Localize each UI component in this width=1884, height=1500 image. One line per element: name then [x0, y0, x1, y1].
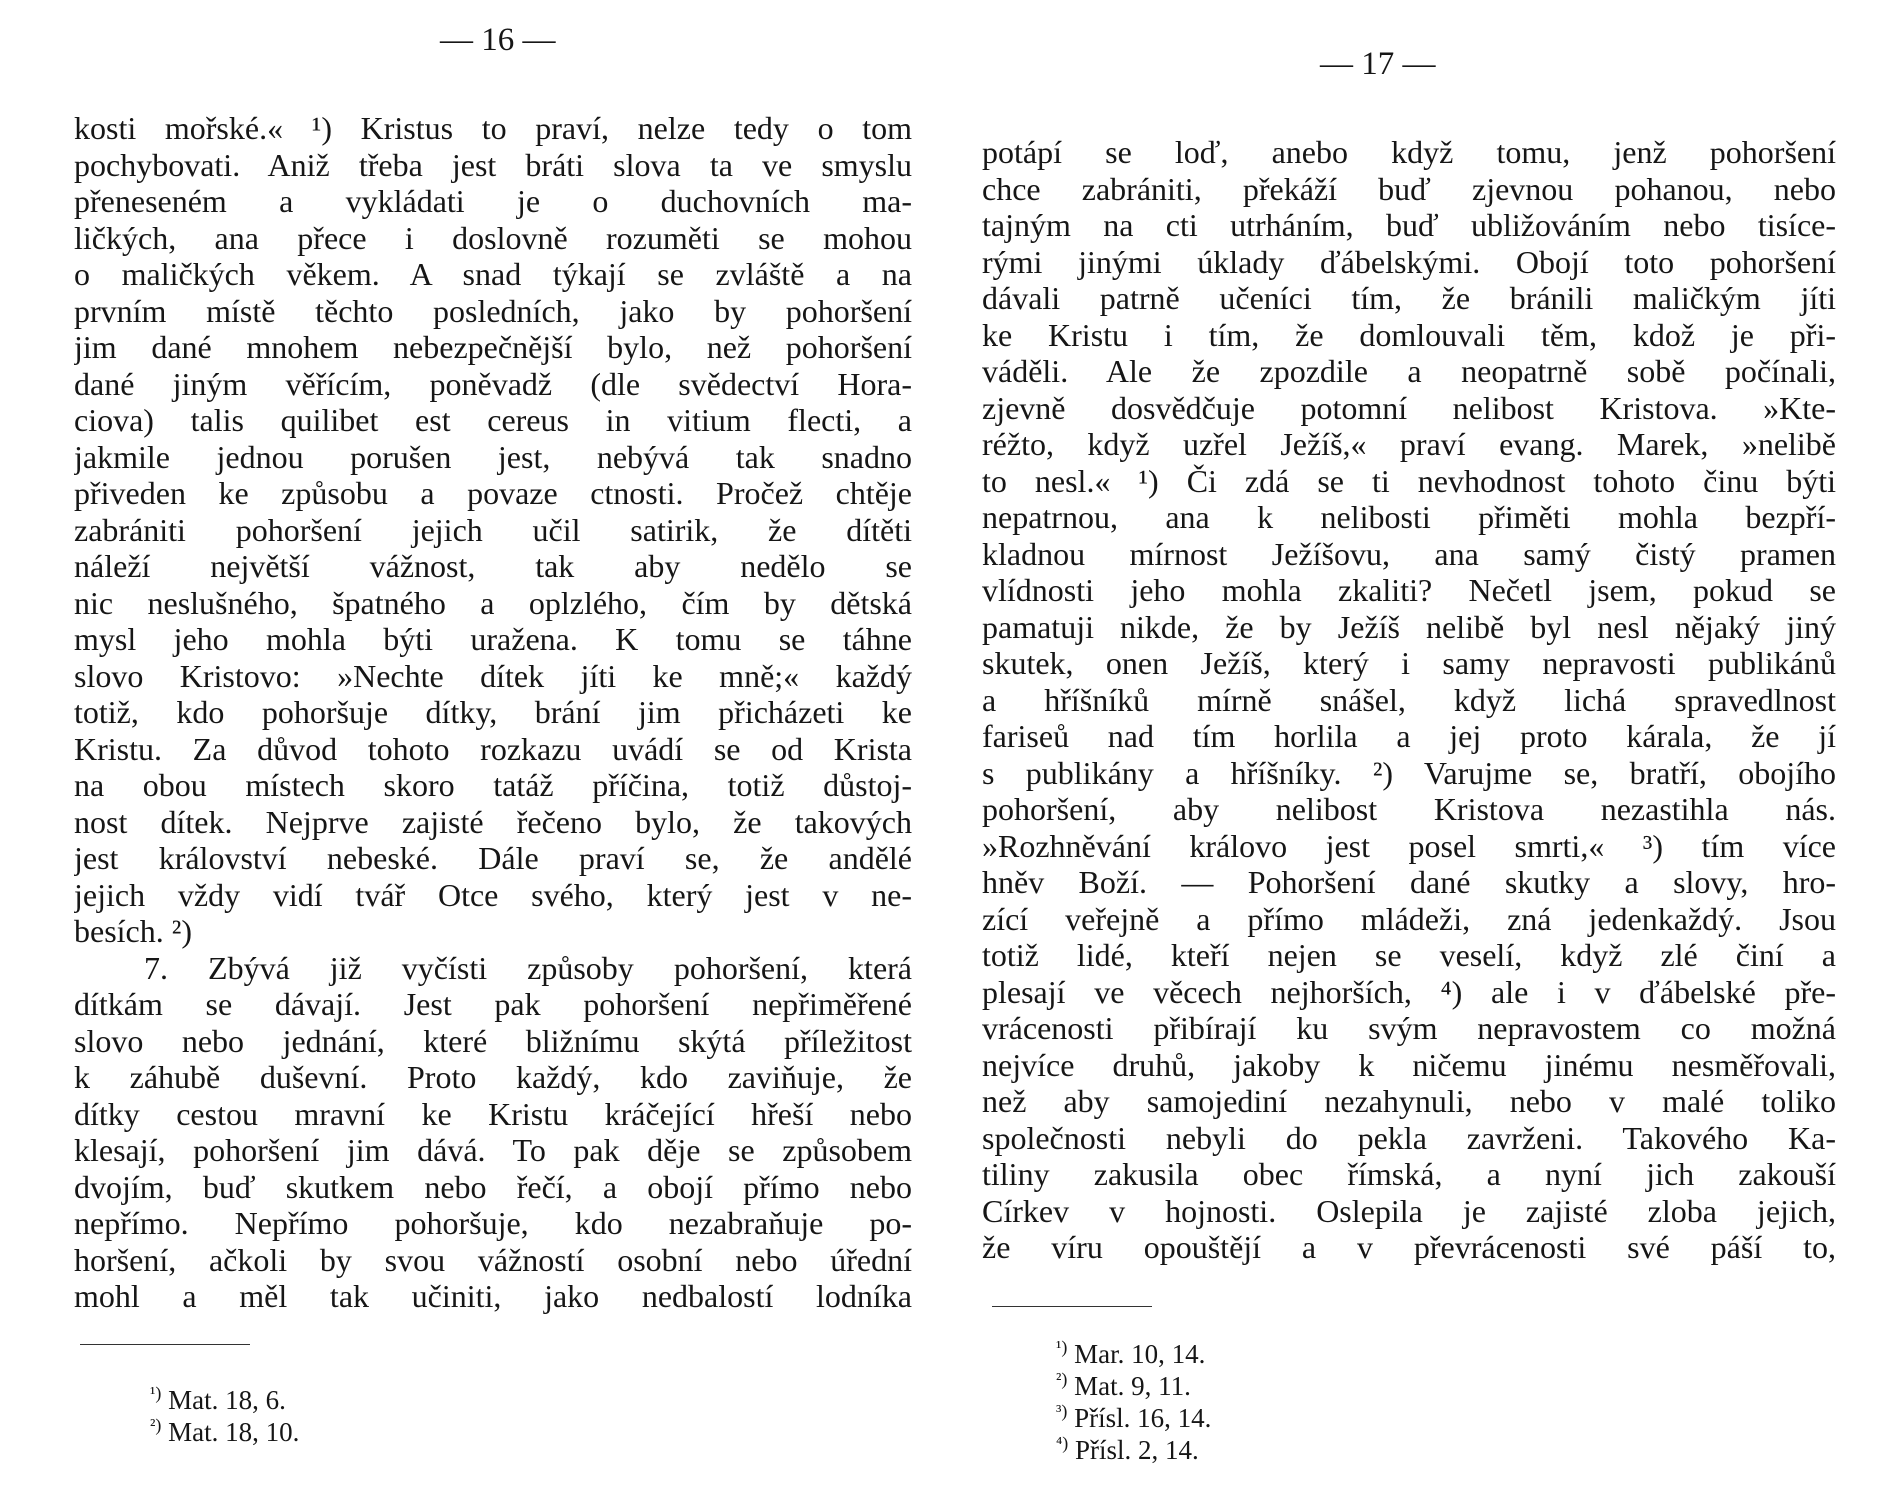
footnote: [1056, 1338, 1211, 1370]
right-page: [942, 0, 1884, 1500]
footnote-mark: ⁴): [1056, 1433, 1069, 1453]
footnote-text: Mat. 18, 10.: [168, 1417, 300, 1447]
footnotes: [150, 1384, 299, 1448]
text-line: jejich vždy vidí tvář Otce svého, který jest v ne-: [74, 876, 912, 913]
text-line: přeneseném a vykládati je o duchovních ma-: [74, 183, 912, 219]
text-line: kosti mořské.« ¹) Kristus to praví, nelze tedy o tom: [74, 110, 912, 146]
text-line: ke Kristu i tím, že domlouvali těm, kdož je při-: [982, 316, 1836, 353]
text-line: společnosti nebyli do pekla zavrženi. Takového Ka-: [982, 1119, 1836, 1156]
text-line: přiveden ke způsobu a povaze ctnosti. Pročež chtěje: [74, 475, 912, 511]
footnote: [1056, 1402, 1211, 1434]
text-line: slovo Kristovo: »Nechte dítek jíti ke mně;« každý: [74, 657, 912, 694]
text-line: jakmile jednou porušen jest, nebývá tak snadno: [74, 438, 912, 475]
text-line: potápí se loď, anebo když tomu, jenž pohoršení: [982, 134, 1836, 170]
footnote-text: Přísl. 16, 14.: [1074, 1403, 1212, 1433]
text-line: nost dítek. Nejprve zajisté řečeno bylo, že takových: [74, 803, 912, 840]
text-line: dávali patrně učeníci tím, že bránili maličkým jíti: [982, 280, 1836, 316]
text-line: kladnou mírnost Ježíšovu, ana samý čistý pramen: [982, 535, 1836, 572]
text-line: »Rozhněvání královo jest posel smrti,« ³) tím více: [982, 827, 1836, 864]
footnotes: [1056, 1338, 1211, 1466]
footnote-mark: ³): [1056, 1401, 1068, 1421]
text-line: skutek, onen Ježíš, který i samy nepravosti publikánů: [982, 645, 1836, 681]
text-line: totiž lidé, kteří nejen se veselí, když zlé činí a: [982, 937, 1836, 973]
footnote: [150, 1384, 299, 1416]
text-line: než aby samojediní nezahynuli, nebo v malé toliko: [982, 1083, 1836, 1119]
text-line: k záhubě duševní. Proto každý, kdo zaviňuje, že: [74, 1059, 912, 1095]
text-line: horšení, ačkoli by svou vážností osobní nebo úřední: [74, 1241, 912, 1278]
text-line: fariseů nad tím horlila a jej proto kárala, že jí: [982, 718, 1836, 754]
page-number: — 16 —: [440, 22, 556, 58]
footnote-text: Mar. 10, 14.: [1074, 1339, 1206, 1369]
text-line: slovo nebo jednání, které bližnímu skýtá příležitost: [74, 1022, 912, 1059]
page-number: — 17 —: [1320, 46, 1436, 82]
text-line: dítky cestou mravní ke Kristu kráčející hřeší nebo: [74, 1095, 912, 1132]
text-line: tiliny zakusila obec římská, a nyní jich zakouší: [982, 1156, 1836, 1192]
text-line: nejvíce druhů, jakoby k ničemu jinému nesměřovali,: [982, 1046, 1836, 1083]
footnote: [1056, 1434, 1211, 1466]
body-text: [74, 110, 912, 1315]
text-line: pohoršení, aby nelibost Kristova nezastihla nás.: [982, 791, 1836, 827]
text-line: totiž, kdo pohoršuje dítky, brání jim přicházeti ke: [74, 694, 912, 730]
text-line: mysl jeho mohla býti uražena. K tomu se táhne: [74, 621, 912, 657]
text-line: pamatuji nikde, že by Ježíš nelibě byl nesl nějaký jiný: [982, 608, 1836, 645]
text-line: hněv Boží. — Pohoršení dané skutky a slovy, hro-: [982, 864, 1836, 900]
text-line: rými jinými úklady ďábelskými. Obojí toto pohoršení: [982, 243, 1836, 280]
text-line: vlídnosti jeho mohla zkaliti? Nečetl jsem, pokud se: [982, 572, 1836, 608]
text-line: zící veřejně a přímo mládeži, zná jedenkaždý. Jsou: [982, 900, 1836, 937]
text-line: zjevně dosvědčuje potomní nelibost Kristova. »Kte-: [982, 389, 1836, 426]
footnote: [1056, 1370, 1211, 1402]
footnote-mark: ²): [150, 1415, 162, 1435]
text-line: jest království nebeské. Dále praví se, že andělé: [74, 840, 912, 876]
text-line: dvojím, buď skutkem nebo řečí, a obojí přímo nebo: [74, 1168, 912, 1205]
text-line: Kristu. Za důvod tohoto rozkazu uvádí se od Krista: [74, 730, 912, 767]
text-line: mohl a měl tak učiniti, jako nedbalostí lodníka: [74, 1278, 912, 1314]
text-line: na obou místech skoro tatáž příčina, totiž důstoj-: [74, 767, 912, 803]
body-text: [982, 134, 1836, 1266]
text-line: nepatrnou, ana k nelibosti přiměti mohla bezpří-: [982, 499, 1836, 535]
text-line: ciova) talis quilibet est cereus in vitium flecti, a: [74, 402, 912, 438]
text-line: dané jiným věřícím, poněvadž (dle svědectví Hora-: [74, 365, 912, 402]
text-line: réžto, když uzřel Ježíš,« praví evang. Marek, »nelibě: [982, 426, 1836, 462]
text-line: to nesl.« ¹) Či zdá se ti nevhodnost tohoto činu býti: [982, 462, 1836, 499]
text-line: 7. Zbývá již vyčísti způsoby pohoršení, která: [144, 949, 912, 986]
text-line: plesají ve věcech nejhorších, ⁴) ale i v ďábelské pře-: [982, 973, 1836, 1010]
footnote-text: Přísl. 2, 14.: [1075, 1435, 1199, 1465]
footnote-text: Mat. 9, 11.: [1074, 1371, 1191, 1401]
footnote-divider: [80, 1344, 250, 1345]
text-line: náleží největší vážnost, tak aby nedělo se: [74, 548, 912, 584]
text-line: zabrániti pohoršení jejich učil satirik, že dítěti: [74, 511, 912, 548]
text-line: s publikány a hříšníky. ²) Varujme se, bratří, obojího: [982, 754, 1836, 791]
footnote-text: Mat. 18, 6.: [168, 1385, 286, 1415]
footnote-mark: ¹): [1056, 1337, 1068, 1357]
footnote-mark: ¹): [150, 1383, 162, 1403]
text-line: dítkám se dávají. Jest pak pohoršení nepřiměřené: [74, 986, 912, 1022]
text-line: chce zabrániti, překáží buď zjevnou pohanou, nebo: [982, 170, 1836, 207]
text-line: tajným na cti utrháním, buď ubližováním nebo tisíce-: [982, 207, 1836, 243]
text-line: klesají, pohoršení jim dává. To pak děje se způsobem: [74, 1132, 912, 1168]
footnote-divider: [992, 1306, 1152, 1307]
text-line: vrácenosti přibírají ku svým nepravostem co možná: [982, 1010, 1836, 1046]
text-line: Církev v hojnosti. Oslepila je zajisté zloba jejich,: [982, 1192, 1836, 1229]
footnote: [150, 1416, 299, 1448]
text-line: nepřímo. Nepřímo pohoršuje, kdo nezabraňuje po-: [74, 1205, 912, 1241]
footnote-mark: ²): [1056, 1369, 1068, 1389]
text-line: a hříšníků mírně snášel, když lichá spravedlnost: [982, 681, 1836, 718]
text-line: prvním místě těchto posledních, jako by pohoršení: [74, 292, 912, 329]
text-line: váděli. Ale že zpozdile a neopatrně sobě počínali,: [982, 353, 1836, 389]
text-line: jim dané mnohem nebezpečnější bylo, než pohoršení: [74, 329, 912, 365]
text-line: ličkých, ana přece i doslovně rozuměti se mohou: [74, 219, 912, 256]
text-line: že víru opouštějí a v převrácenosti své páší to,: [982, 1229, 1836, 1265]
text-line: nic neslušného, špatného a oplzlého, čím by dětská: [74, 584, 912, 621]
text-line: besích. ²): [74, 913, 192, 949]
text-line: o maličkých věkem. A snad týkají se zvláště a na: [74, 256, 912, 292]
text-line: pochybovati. Aniž třeba jest bráti slova ta ve smyslu: [74, 146, 912, 183]
